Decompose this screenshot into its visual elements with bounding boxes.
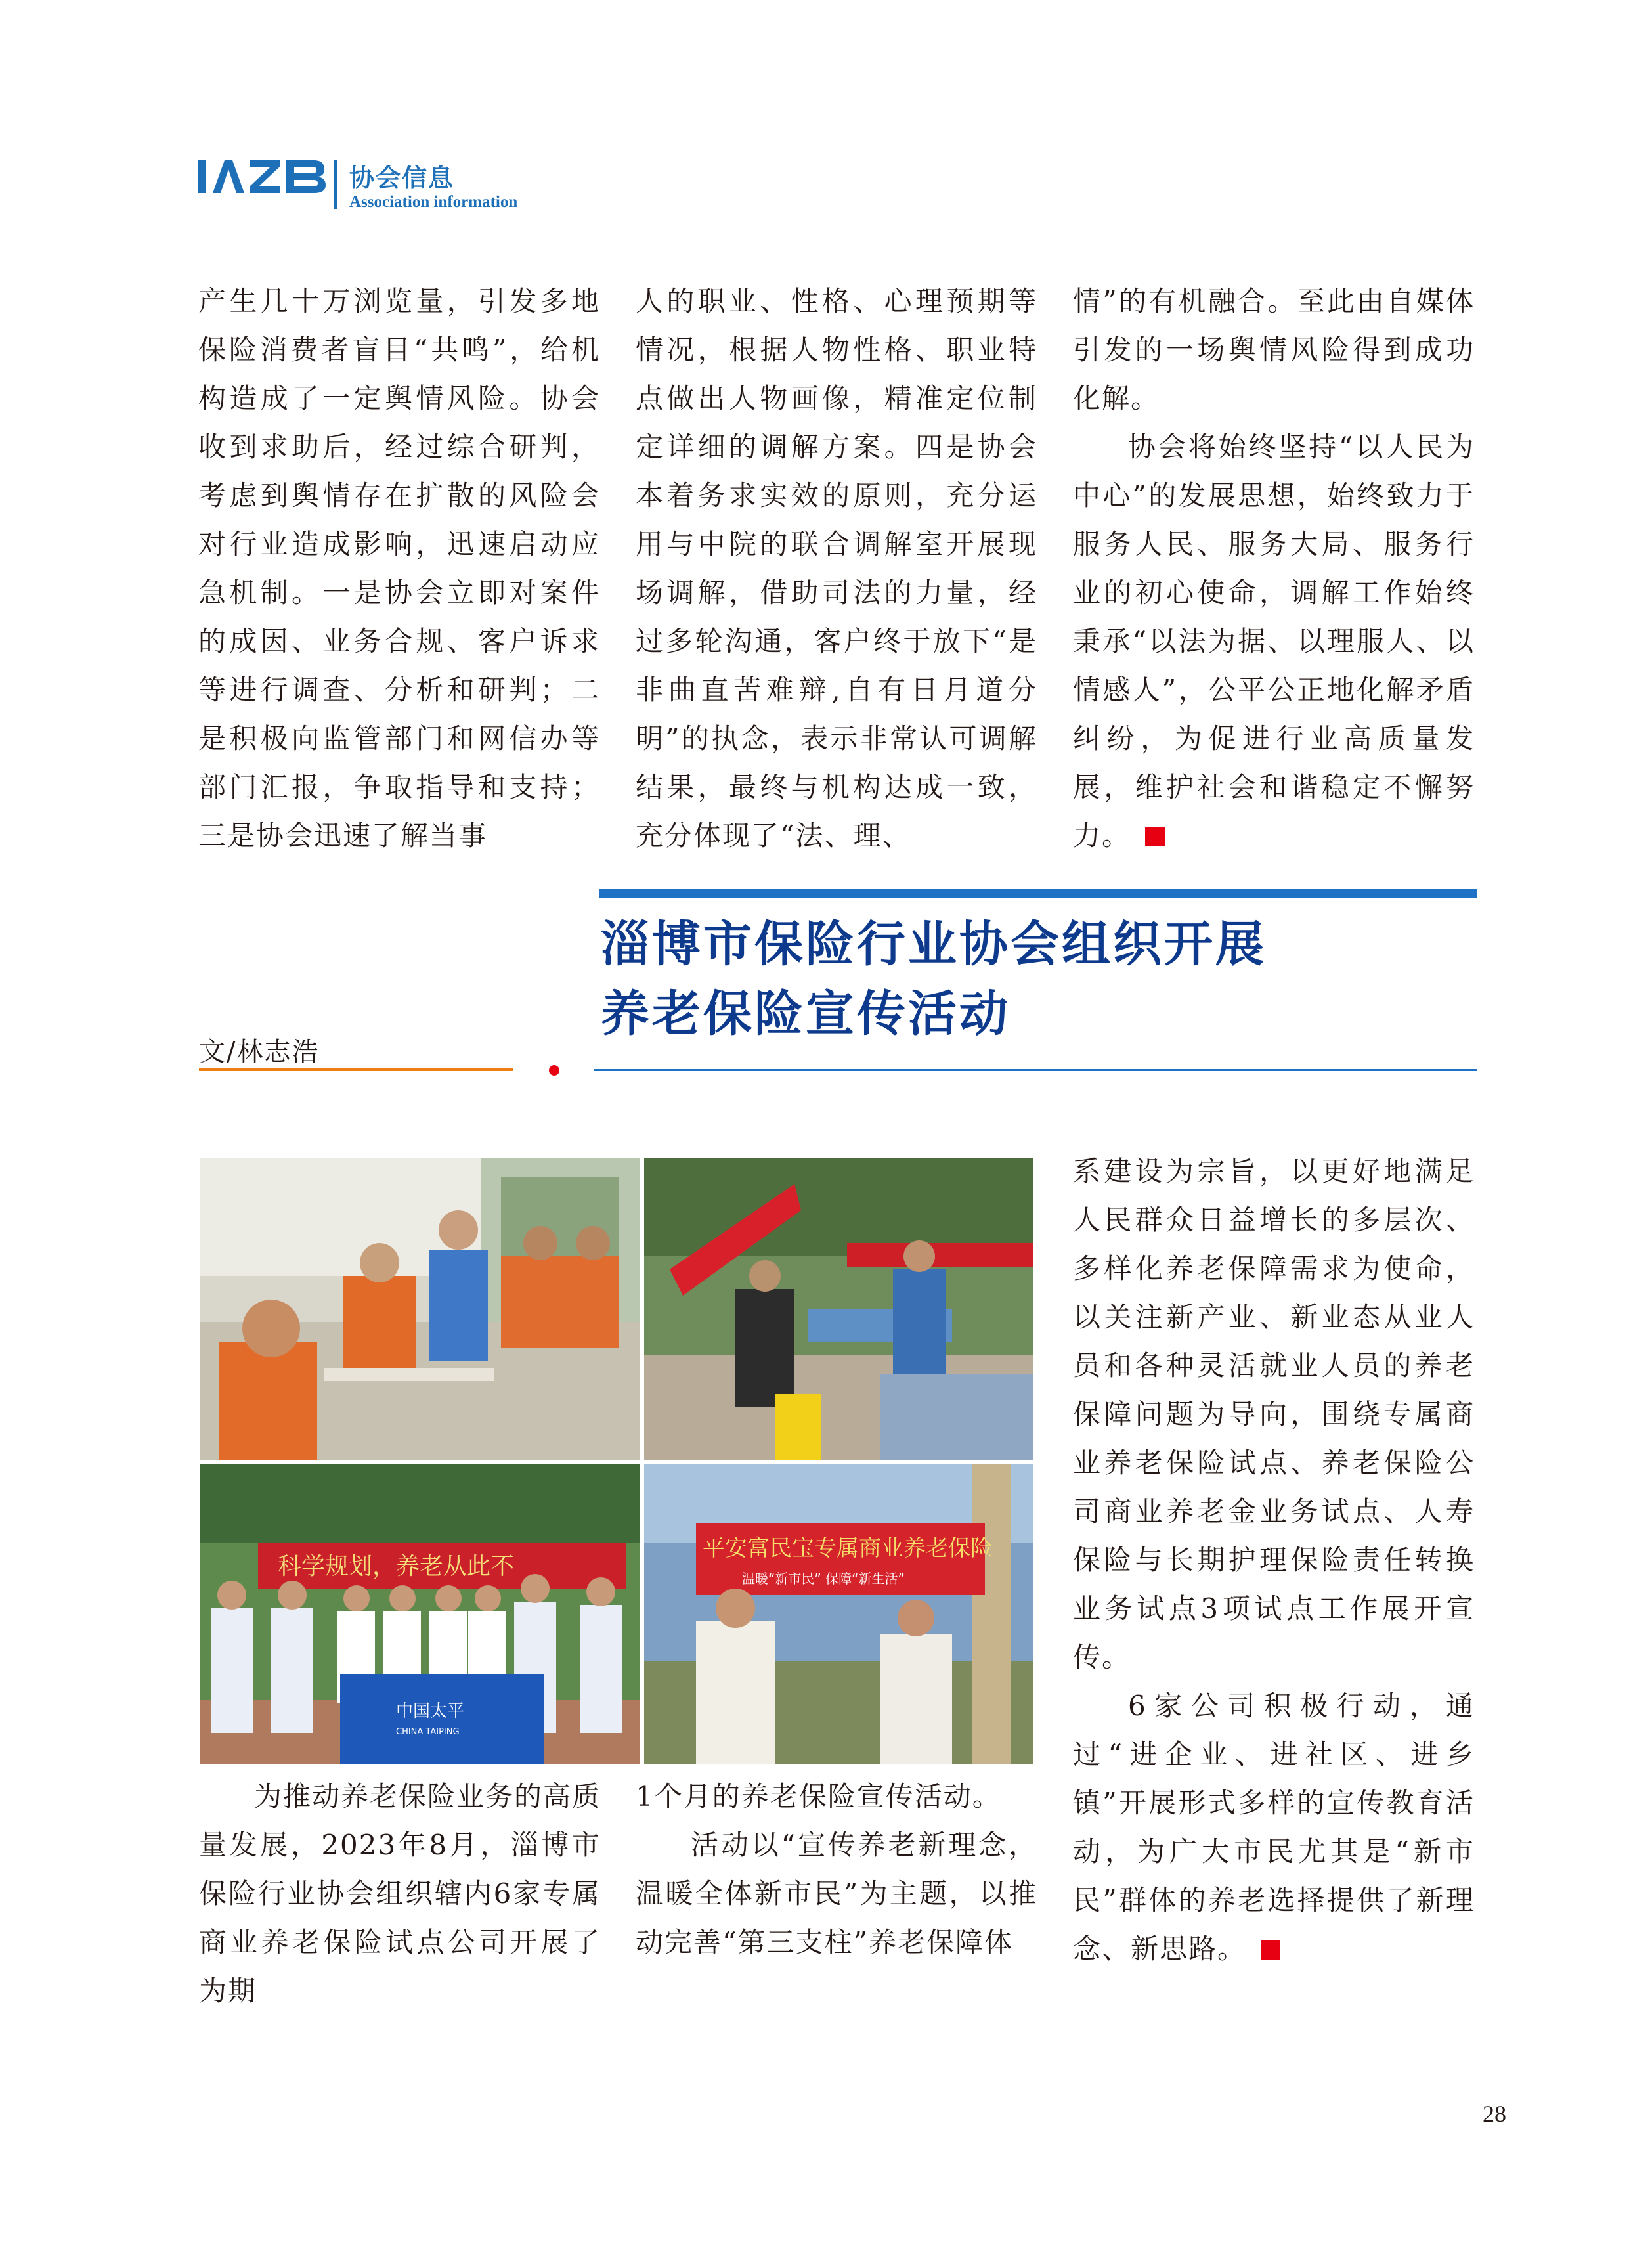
photo-taiping-group (199, 1464, 641, 1764)
photo-pingan-banner (643, 1464, 1034, 1764)
article-col2-para1: 1个月的养老保险宣传活动。 (636, 1780, 1001, 1812)
article-col2 (636, 1772, 1037, 1969)
iazb-logo (198, 156, 330, 197)
article-col3 (1073, 1147, 1475, 1965)
title-bottom-rule (594, 1069, 1477, 1071)
article-col1-text: 为推动养老保险业务的高质量发展，2023年8月，淄博市保险行业协会组织辖内6家专属商业养老保险试点公司开展了为期 (199, 1780, 601, 2007)
iazb-logo-mark (198, 156, 330, 197)
article-end-mark (1145, 827, 1165, 846)
article-col1 (199, 1772, 601, 2007)
article-end-mark-2 (1261, 1940, 1280, 1960)
top-article-col2-text: 人的职业、性格、心理预期等情况，根据人物性格、职业特点做出人物画像，精准定位制定详细的调解方案。四是协会本着务求实效的原则，充分运用与中院的联合调解室开展现场调解，借助司法的力量，经过多轮沟通，客户终于放下“是非曲直苦难辩,自有日月道分明”的执念，表示非常认可调解结果，最终与机构达成一致，充分体现了“法、理、 (636, 285, 1037, 852)
photo-table-text: 中国太平 (396, 1701, 465, 1721)
photo-table-en: CHINA TAIPING (396, 1727, 460, 1737)
page-number: 28 (1483, 2101, 1506, 2127)
article-title (601, 909, 1267, 1049)
top-article-col1-text: 产生几十万浏览量，引发多地保险消费者盲目“共鸣”，给机构造成了一定舆情风险。协会收到求助后，经过综合研判，考虑到舆情存在扩散的风险会对行业造成影响，迅速启动应急机制。一是协会立即对案件的成因、业务合规、客户诉求等进行调查、分析和研判；二是积极向监管部门和网信办等部门汇报，争取指导和支持；三是协会迅速了解当事 (198, 285, 600, 852)
title-top-rule (599, 889, 1477, 898)
article-col3-para2: 6家公司积极行动，通过“进企业、进社区、进乡镇”开展形式多样的宣传教育活动，为广大市民尤其是“新市民”群体的养老选择提供了新理念、新思路。 (1073, 1690, 1475, 1965)
top-article-col3-para1: 情”的有机融合。至此由自媒体引发的一场舆情风险得到成功化解。 (1073, 285, 1475, 414)
photo-collage (199, 1158, 1034, 1764)
byline: 文/林志浩 (199, 1037, 320, 1067)
photo-street-booth (643, 1158, 1034, 1461)
photo-banner-pingan-sub: 温暖“新市民” 保障“新生活” (742, 1571, 905, 1587)
section-subtitle: Association information (349, 193, 518, 211)
article-title-line1: 淄博市保险行业协会组织开展 (601, 916, 1267, 973)
article-col3-para1: 系建设为宗旨，以更好地满足人民群众日益增长的多层次、多样化养老保障需求为使命，以关注新产业、新业态从业人员和各种灵活就业人员的养老保障问题为导向，围绕专属商业养老保险试点、养老保险公司商业养老金业务试点、人寿保险与长期护理保险责任转换业务试点3项试点工作展开宣传。 (1073, 1155, 1475, 1673)
divider-dot (549, 1065, 559, 1076)
article-col2-para2: 活动以“宣传养老新理念，温暖全体新市民”为主题，以推动完善“第三支柱”养老保障体 (636, 1829, 1037, 1958)
top-article-col3-para2: 协会将始终坚持“以人民为中心”的发展思想，始终致力于服务人民、服务大局、服务行业的初心使命，调解工作始终秉承“以法为据、以理服人、以情感人”，公平公正地化解矛盾纠纷，为促进行业高质量发展，维护社会和谐稳定不懈努力。 (1073, 431, 1475, 852)
photo-indoor-station (199, 1158, 641, 1461)
byline-rule (199, 1068, 513, 1071)
top-article-col2 (636, 277, 1037, 852)
photo-banner-pingan: 平安富民宝专属商业养老保险 (703, 1535, 993, 1562)
top-article-col3 (1073, 277, 1475, 852)
article-title-line2: 养老保险宣传活动 (601, 986, 1011, 1042)
top-article-col1 (198, 277, 600, 852)
section-title: 协会信息 (349, 163, 455, 192)
photo-banner-text: 科学规划，养老从此不 (278, 1553, 515, 1580)
header-divider (334, 160, 337, 209)
